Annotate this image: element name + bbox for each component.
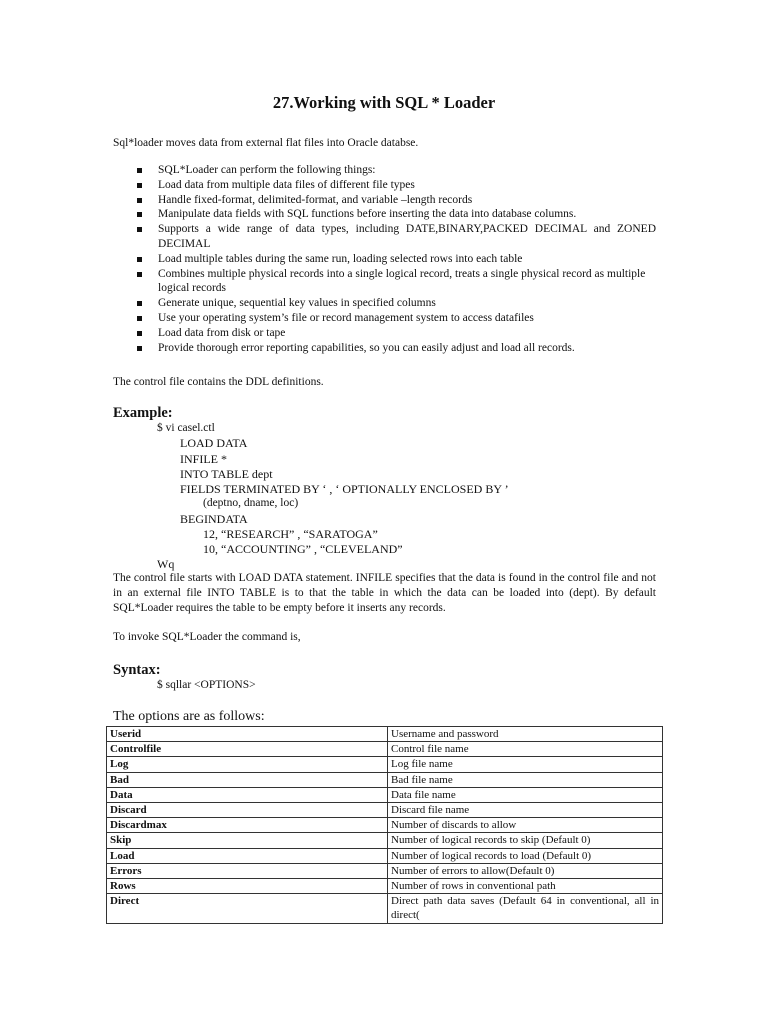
option-name: Bad [107,772,388,787]
table-row [107,772,663,787]
option-desc: Number of errors to allow(Default 0) [388,863,663,878]
option-name: Controlfile [107,742,388,757]
invoke-text: To invoke SQL*Loader the command is, [113,631,301,643]
option-name: Data [107,787,388,802]
list-item: Manipulate data fields with SQL functions before inserting the data into database columns. [113,207,656,222]
option-desc: Number of discards to allow [388,818,663,833]
code-line: (deptno, dname, loc) [203,497,299,509]
list-item: Load data from multiple data files of different file types [113,178,656,193]
option-desc: Data file name [388,787,663,802]
code-line: INFILE * [180,452,227,466]
list-item: Load multiple tables during the same run, loading selected rows into each table [113,252,656,267]
syntax-command: $ sqllar <OPTIONS> [157,679,256,691]
explanation-text: The control file starts with LOAD DATA statement. INFILE specifies that the data is found in the control file and not in an external file INTO TABLE is to that the table in which the data can be loaded into (dept). By default SQL*Loader requires the table to be empty before it inserts any records. [113,572,656,614]
option-name: Rows [107,879,388,894]
option-name: Userid [107,727,388,742]
list-item: Handle fixed-format, delimited-format, and variable –length records [113,193,656,208]
list-item: SQL*Loader can perform the following things: [113,163,656,178]
option-desc: Username and password [388,727,663,742]
code-line: Wq [157,557,175,571]
example-heading: Example: [113,405,173,421]
option-desc: Number of logical records to load (Default 0) [388,848,663,863]
table-row [107,727,663,742]
option-name: Discardmax [107,818,388,833]
option-desc: Bad file name [388,772,663,787]
intro-text: Sql*loader moves data from external flat files into Oracle databse. [113,137,419,149]
option-name: Errors [107,863,388,878]
list-item: Supports a wide range of data types, including DATE,BINARY,PACKED DECIMAL and ZONED DECIMAL [113,222,656,252]
list-item: Load data from disk or tape [113,326,656,341]
table-row [107,803,663,818]
option-desc: Number of logical records to skip (Default 0) [388,833,663,848]
table-row [107,833,663,848]
list-item: Use your operating system’s file or record management system to access datafiles [113,311,656,326]
list-item: Generate unique, sequential key values in specified columns [113,296,656,311]
code-line: 10, “ACCOUNTING” , “CLEVELAND” [203,542,403,556]
code-line: LOAD DATA [180,436,248,450]
option-desc: Direct path data saves (Default 64 in conventional, all in direct( [388,894,663,923]
syntax-heading: Syntax: [113,662,161,678]
code-line: INTO TABLE dept [180,467,273,481]
table-row [107,818,663,833]
list-item: Provide thorough error reporting capabilities, so you can easily adjust and load all records. [113,341,656,356]
option-desc: Log file name [388,757,663,772]
code-line: BEGINDATA [180,512,248,526]
option-name: Skip [107,833,388,848]
code-line: 12, “RESEARCH” , “SARATOGA” [203,527,378,541]
option-name: Discard [107,803,388,818]
options-table [106,726,663,924]
table-row [107,757,663,772]
page-title: 27.Working with SQL * Loader [272,93,496,112]
table-row [107,848,663,863]
feature-list [113,163,656,355]
option-name: Direct [107,894,388,923]
control-file-note: The control file contains the DDL definitions. [113,376,324,388]
table-row [107,742,663,757]
option-desc: Discard file name [388,803,663,818]
table-row [107,863,663,878]
option-name: Log [107,757,388,772]
options-heading: The options are as follows: [113,709,265,724]
option-desc: Number of rows in conventional path [388,879,663,894]
code-line: FIELDS TERMINATED BY ‘ , ‘ OPTIONALLY ENCLOSED BY ’ [180,482,509,496]
table-row [107,894,663,923]
option-desc: Control file name [388,742,663,757]
list-item: Combines multiple physical records into a single logical record, treats a single physical record as multiple logical records [113,267,656,297]
option-name: Load [107,848,388,863]
code-line: $ vi casel.ctl [157,422,215,434]
table-row [107,879,663,894]
table-row [107,787,663,802]
